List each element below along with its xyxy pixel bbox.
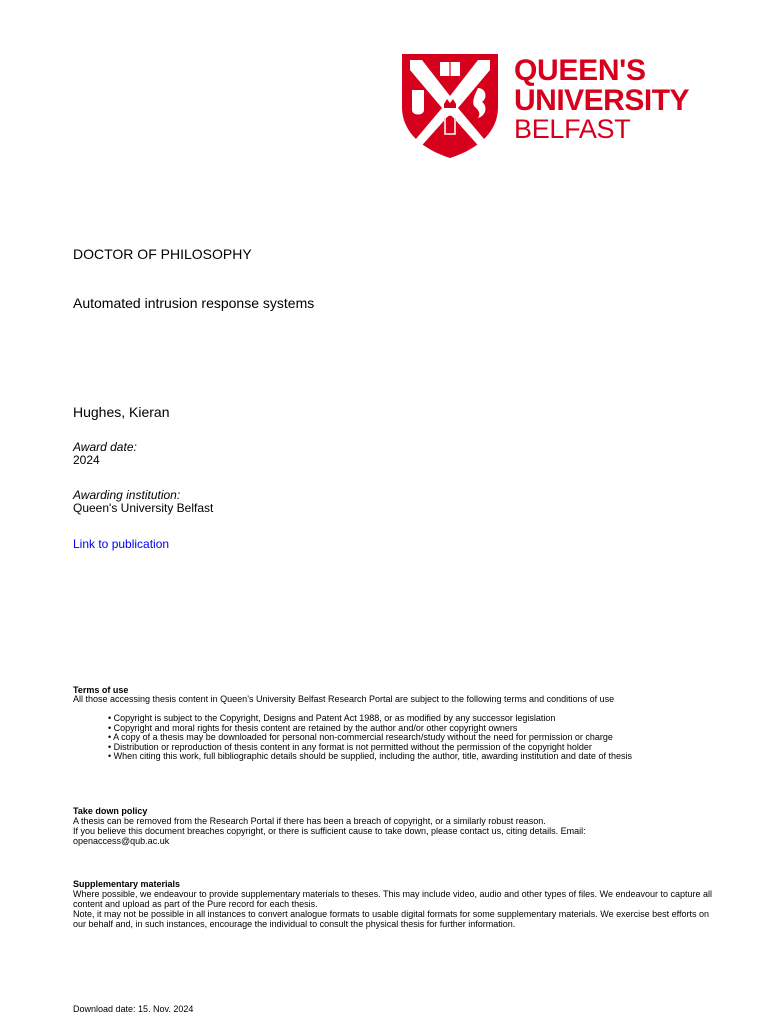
download-date: Download date: 15. Nov. 2024 <box>73 1004 194 1014</box>
logo-line-3: BELFAST <box>514 114 631 144</box>
institution-value: Queen's University Belfast <box>73 501 214 515</box>
terms-item: • Copyright and moral rights for thesis content are retained by the author and/or other copyright owners <box>108 722 518 733</box>
award-date-value: 2024 <box>73 453 100 467</box>
supplementary-paragraph: Where possible, we endeavour to provide supplementary materials to theses. This may include video, audio and other types of files. We endeavour to capture all content and upload as part of the Pure record for each thesis. <box>73 889 713 909</box>
terms-item: • Distribution or reproduction of thesis content in any format is not permitted without the permission of the copyright holder <box>108 741 592 752</box>
university-crest-icon <box>400 52 500 160</box>
author-name: Hughes, Kieran <box>73 404 170 420</box>
terms-heading: Terms of use <box>73 685 129 695</box>
terms-list <box>108 714 632 762</box>
thesis-title: Automated intrusion response systems <box>73 295 315 311</box>
publication-link[interactable]: Link to publication <box>73 537 170 551</box>
takedown-body <box>73 816 693 846</box>
university-logo <box>400 52 716 162</box>
takedown-line: A thesis can be removed from the Research Portal if there has been a breach of copyright, or a similarly robust reason. <box>73 816 546 826</box>
award-date-label: Award date: <box>73 440 137 454</box>
degree-heading: DOCTOR OF PHILOSOPHY <box>73 246 252 262</box>
terms-item: • A copy of a thesis may be downloaded for personal non-commercial research/study without the need for permission or charge <box>108 732 613 743</box>
terms-item: • Copyright is subject to the Copyright, Designs and Patent Act 1988, or as modified by any successor legislation <box>108 713 556 723</box>
takedown-heading: Take down policy <box>73 806 148 816</box>
institution-label: Awarding institution: <box>73 488 181 502</box>
terms-intro: All those accessing thesis content in Queen’s University Belfast Research Portal are subject to the following terms and conditions of use <box>73 694 615 704</box>
takedown-email: openaccess@qub.ac.uk <box>73 836 170 846</box>
supplementary-body <box>73 889 713 929</box>
supplementary-paragraph: Note, it may not be possible in all instances to convert analogue formats to usable digital formats for some supplementary materials. We exercise best efforts on our behalf and, in such instances, encourage the individual to consult the physical thesis for further information. <box>73 909 709 929</box>
logo-line-2: UNIVERSITY <box>514 84 690 117</box>
takedown-line: If you believe this document breaches copyright, or there is sufficient cause to take down, please contact us, citing details. Email: <box>73 826 586 836</box>
logo-line-1: QUEEN'S <box>514 54 646 87</box>
terms-item: • When citing this work, full bibliographic details should be supplied, including the author, title, awarding institution and date of thesis <box>108 751 632 762</box>
supplementary-heading: Supplementary materials <box>73 879 181 889</box>
